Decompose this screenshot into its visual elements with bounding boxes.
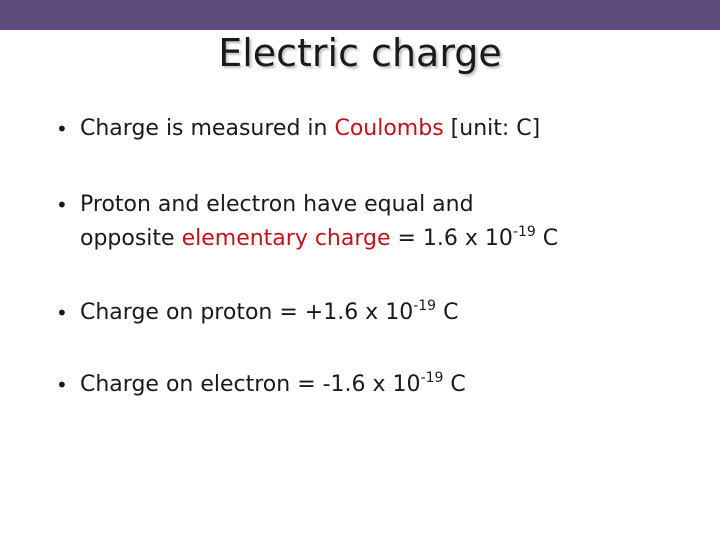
- bullet-coulombs: [56, 112, 696, 146]
- bullet-text: opposite: [80, 226, 182, 251]
- bullet-electron-charge: [56, 368, 696, 402]
- bullet-dot: •: [56, 117, 68, 141]
- highlight-elementary-charge: elementary charge: [181, 226, 391, 251]
- unit: C: [443, 372, 466, 397]
- exponent: -19: [413, 298, 437, 314]
- unit: C: [436, 300, 459, 325]
- highlight-coulombs: Coulombs: [334, 116, 444, 141]
- exponent: -19: [512, 224, 536, 240]
- bullet-dot: •: [56, 193, 68, 217]
- bullet-text: Charge is measured in: [80, 116, 335, 141]
- bullet-text-end: [unit: C]: [443, 116, 541, 141]
- unit: C: [535, 226, 559, 251]
- bullet-text-line1: Proton and electron have equal and: [80, 192, 474, 217]
- bullet-text: Charge on proton = +1.6 x 10: [80, 300, 414, 325]
- bullet-value: = 1.6 x 10: [390, 226, 513, 251]
- bullet-proton-charge: [56, 296, 696, 330]
- bullet-text: Charge on electron = -1.6 x 10: [80, 372, 421, 397]
- bullet-dot: •: [56, 373, 68, 397]
- top-accent-bar: [0, 0, 720, 30]
- bullet-list: [56, 112, 696, 402]
- bullet-dot: •: [56, 301, 68, 325]
- bullet-elementary-charge: [56, 188, 696, 256]
- exponent: -19: [420, 370, 444, 386]
- slide-title: Electric charge: [218, 31, 502, 75]
